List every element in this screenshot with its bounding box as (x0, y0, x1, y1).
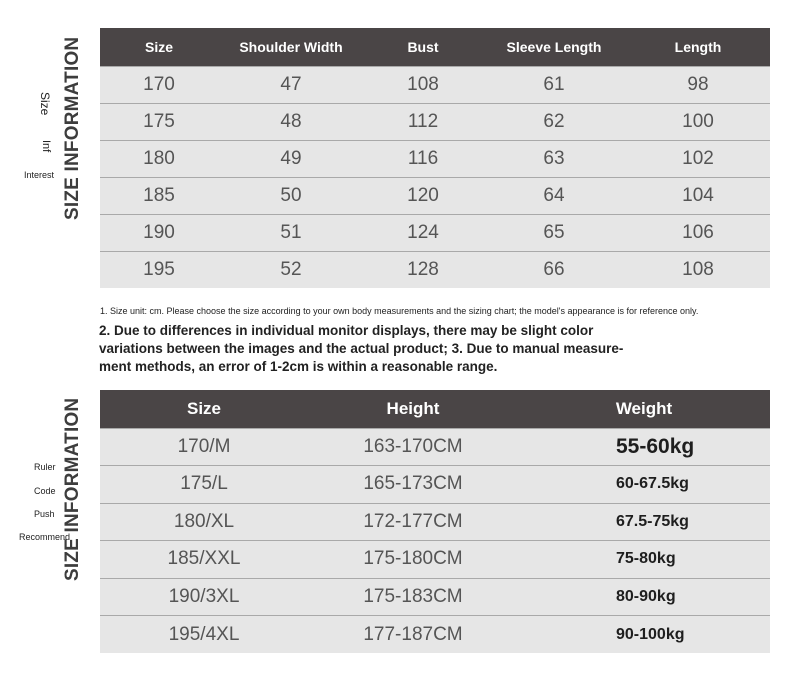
cell: 98 (626, 66, 770, 103)
table-row (100, 214, 770, 251)
table-row (100, 103, 770, 140)
header-height: Height (308, 390, 518, 428)
size-table-header (100, 28, 770, 66)
table-row (100, 177, 770, 214)
side-title-bottom: SIZE INFORMATION (62, 397, 83, 581)
recommend-table-header (100, 390, 770, 428)
side-label-code: Code (34, 486, 56, 496)
cell: 62 (482, 103, 626, 140)
cell: 124 (364, 214, 482, 251)
table-row (100, 251, 770, 288)
cell: 47 (218, 66, 364, 103)
note-color-measurement: 2. Due to differences in individual monitor displays, there may be slight color variations between the images and the actual product; 3. Due to manual measure- ment methods, an error of 1-2cm is within a reasonable range. (99, 323, 624, 374)
header-bust: Bust (364, 28, 482, 66)
table-row (100, 541, 770, 579)
cell: 61 (482, 66, 626, 103)
cell: 48 (218, 103, 364, 140)
cell: 175 (100, 103, 218, 140)
cell: 100 (626, 103, 770, 140)
cell: 104 (626, 177, 770, 214)
cell: 175/L (100, 466, 308, 504)
table-row (100, 140, 770, 177)
cell: 120 (364, 177, 482, 214)
cell: 163-170CM (308, 428, 518, 466)
note-size-unit: 1. Size unit: cm. Please choose the size according to your own body measurements and the sizing chart; the model's appearance is for reference only. (100, 306, 699, 316)
header-shoulder-width: Shoulder Width (218, 28, 364, 66)
side-title-top: SIZE INFORMATION (62, 36, 83, 220)
header-length: Length (626, 28, 770, 66)
cell: 65 (482, 214, 626, 251)
table-row (100, 503, 770, 541)
cell: 50 (218, 177, 364, 214)
table-row (100, 616, 770, 654)
cell: 106 (626, 214, 770, 251)
cell-weight: 90-100kg (518, 616, 770, 654)
cell: 64 (482, 177, 626, 214)
cell-weight: 80-90kg (518, 578, 770, 616)
recommend-table (100, 390, 770, 653)
cell: 63 (482, 140, 626, 177)
table-row (100, 66, 770, 103)
cell: 195/4XL (100, 616, 308, 654)
cell: 51 (218, 214, 364, 251)
cell: 49 (218, 140, 364, 177)
cell: 170 (100, 66, 218, 103)
cell: 177-187CM (308, 616, 518, 654)
cell: 185 (100, 177, 218, 214)
cell: 180 (100, 140, 218, 177)
header-size: Size (100, 390, 308, 428)
cell: 185/XXL (100, 541, 308, 579)
side-label-ruler: Ruler (34, 462, 56, 472)
side-label-inf: Inf (40, 140, 52, 153)
cell: 175-180CM (308, 541, 518, 579)
cell: 170/M (100, 428, 308, 466)
cell: 180/XL (100, 503, 308, 541)
cell: 172-177CM (308, 503, 518, 541)
cell: 108 (364, 66, 482, 103)
cell: 175-183CM (308, 578, 518, 616)
side-label-size: Size (38, 92, 52, 116)
cell: 108 (626, 251, 770, 288)
table-row (100, 578, 770, 616)
size-table (100, 28, 770, 288)
cell: 102 (626, 140, 770, 177)
header-weight: Weight (518, 390, 770, 428)
header-sleeve-length: Sleeve Length (482, 28, 626, 66)
cell-weight: 75-80kg (518, 541, 770, 579)
table-row (100, 428, 770, 466)
side-label-recommend: Recommend (19, 532, 71, 542)
table-row (100, 466, 770, 504)
cell: 190/3XL (100, 578, 308, 616)
cell: 116 (364, 140, 482, 177)
header-size: Size (100, 28, 218, 66)
cell: 195 (100, 251, 218, 288)
cell: 128 (364, 251, 482, 288)
cell: 165-173CM (308, 466, 518, 504)
cell-weight: 67.5-75kg (518, 503, 770, 541)
side-label-push: Push (34, 509, 55, 519)
cell: 112 (364, 103, 482, 140)
cell-weight: 60-67.5kg (518, 466, 770, 504)
cell: 52 (218, 251, 364, 288)
side-label-interest: Interest (24, 170, 55, 180)
cell-weight: 55-60kg (518, 428, 770, 466)
cell: 190 (100, 214, 218, 251)
cell: 66 (482, 251, 626, 288)
